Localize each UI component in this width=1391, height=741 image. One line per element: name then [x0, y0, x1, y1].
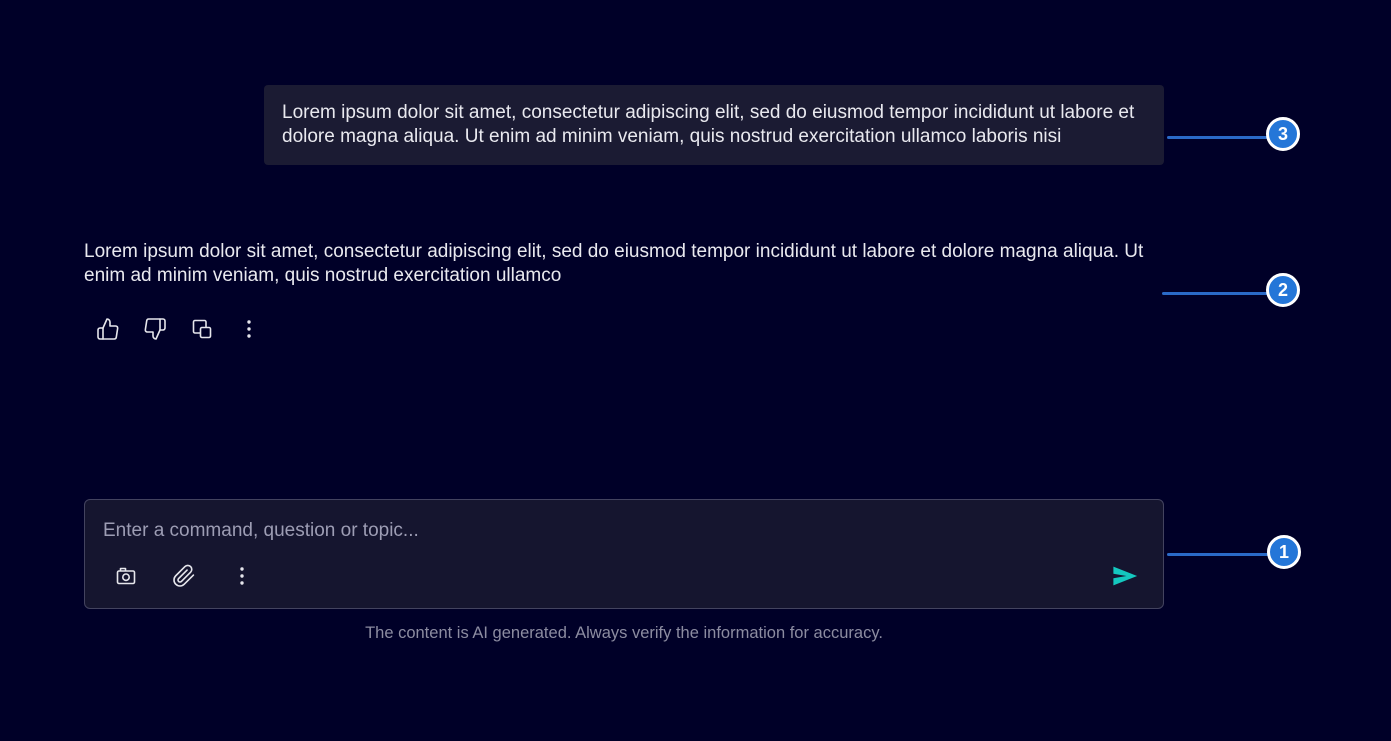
more-options-icon — [237, 317, 261, 341]
composer — [84, 499, 1164, 609]
callout-1-badge: 1 — [1267, 535, 1301, 569]
copy-icon — [190, 317, 214, 341]
callout-2-connector-line — [1162, 292, 1268, 295]
callout-1-connector-line — [1167, 553, 1269, 556]
camera-icon — [114, 564, 138, 588]
callout-3-badge: 3 — [1266, 117, 1300, 151]
thumbs-up-button[interactable] — [96, 317, 120, 341]
user-message-bubble: Lorem ipsum dolor sit amet, consectetur adipiscing elit, sed do eiusmod tempor incididunt ut labore et dolore magna aliqua. Ut enim ad minim veniam, quis nostrud exercitation ullamco laboris nisi — [264, 85, 1164, 165]
ai-disclaimer-text: The content is AI generated. Always verify the information for accuracy. — [365, 624, 883, 642]
thumbs-up-icon — [96, 317, 120, 341]
message-more-options-button[interactable] — [237, 317, 261, 341]
copy-button[interactable] — [190, 317, 214, 341]
camera-button[interactable] — [114, 564, 138, 588]
attachment-icon — [172, 564, 196, 588]
callout-2-badge: 2 — [1266, 273, 1300, 307]
send-button[interactable] — [1109, 561, 1139, 591]
composer-toolbar — [114, 564, 254, 588]
callout-3-connector-line — [1167, 136, 1268, 139]
thumbs-down-icon — [143, 317, 167, 341]
more-options-icon — [230, 564, 254, 588]
assistant-message: Lorem ipsum dolor sit amet, consectetur adipiscing elit, sed do eiusmod tempor incididunt ut labore et dolore magna aliqua. Ut enim ad minim veniam, quis nostrud exercitation ullamco — [84, 241, 1144, 286]
send-icon — [1109, 561, 1139, 591]
attachment-button[interactable] — [172, 564, 196, 588]
composer-more-options-button[interactable] — [230, 564, 254, 588]
assistant-action-bar — [96, 317, 261, 341]
prompt-input[interactable] — [103, 518, 1003, 544]
thumbs-down-button[interactable] — [143, 317, 167, 341]
